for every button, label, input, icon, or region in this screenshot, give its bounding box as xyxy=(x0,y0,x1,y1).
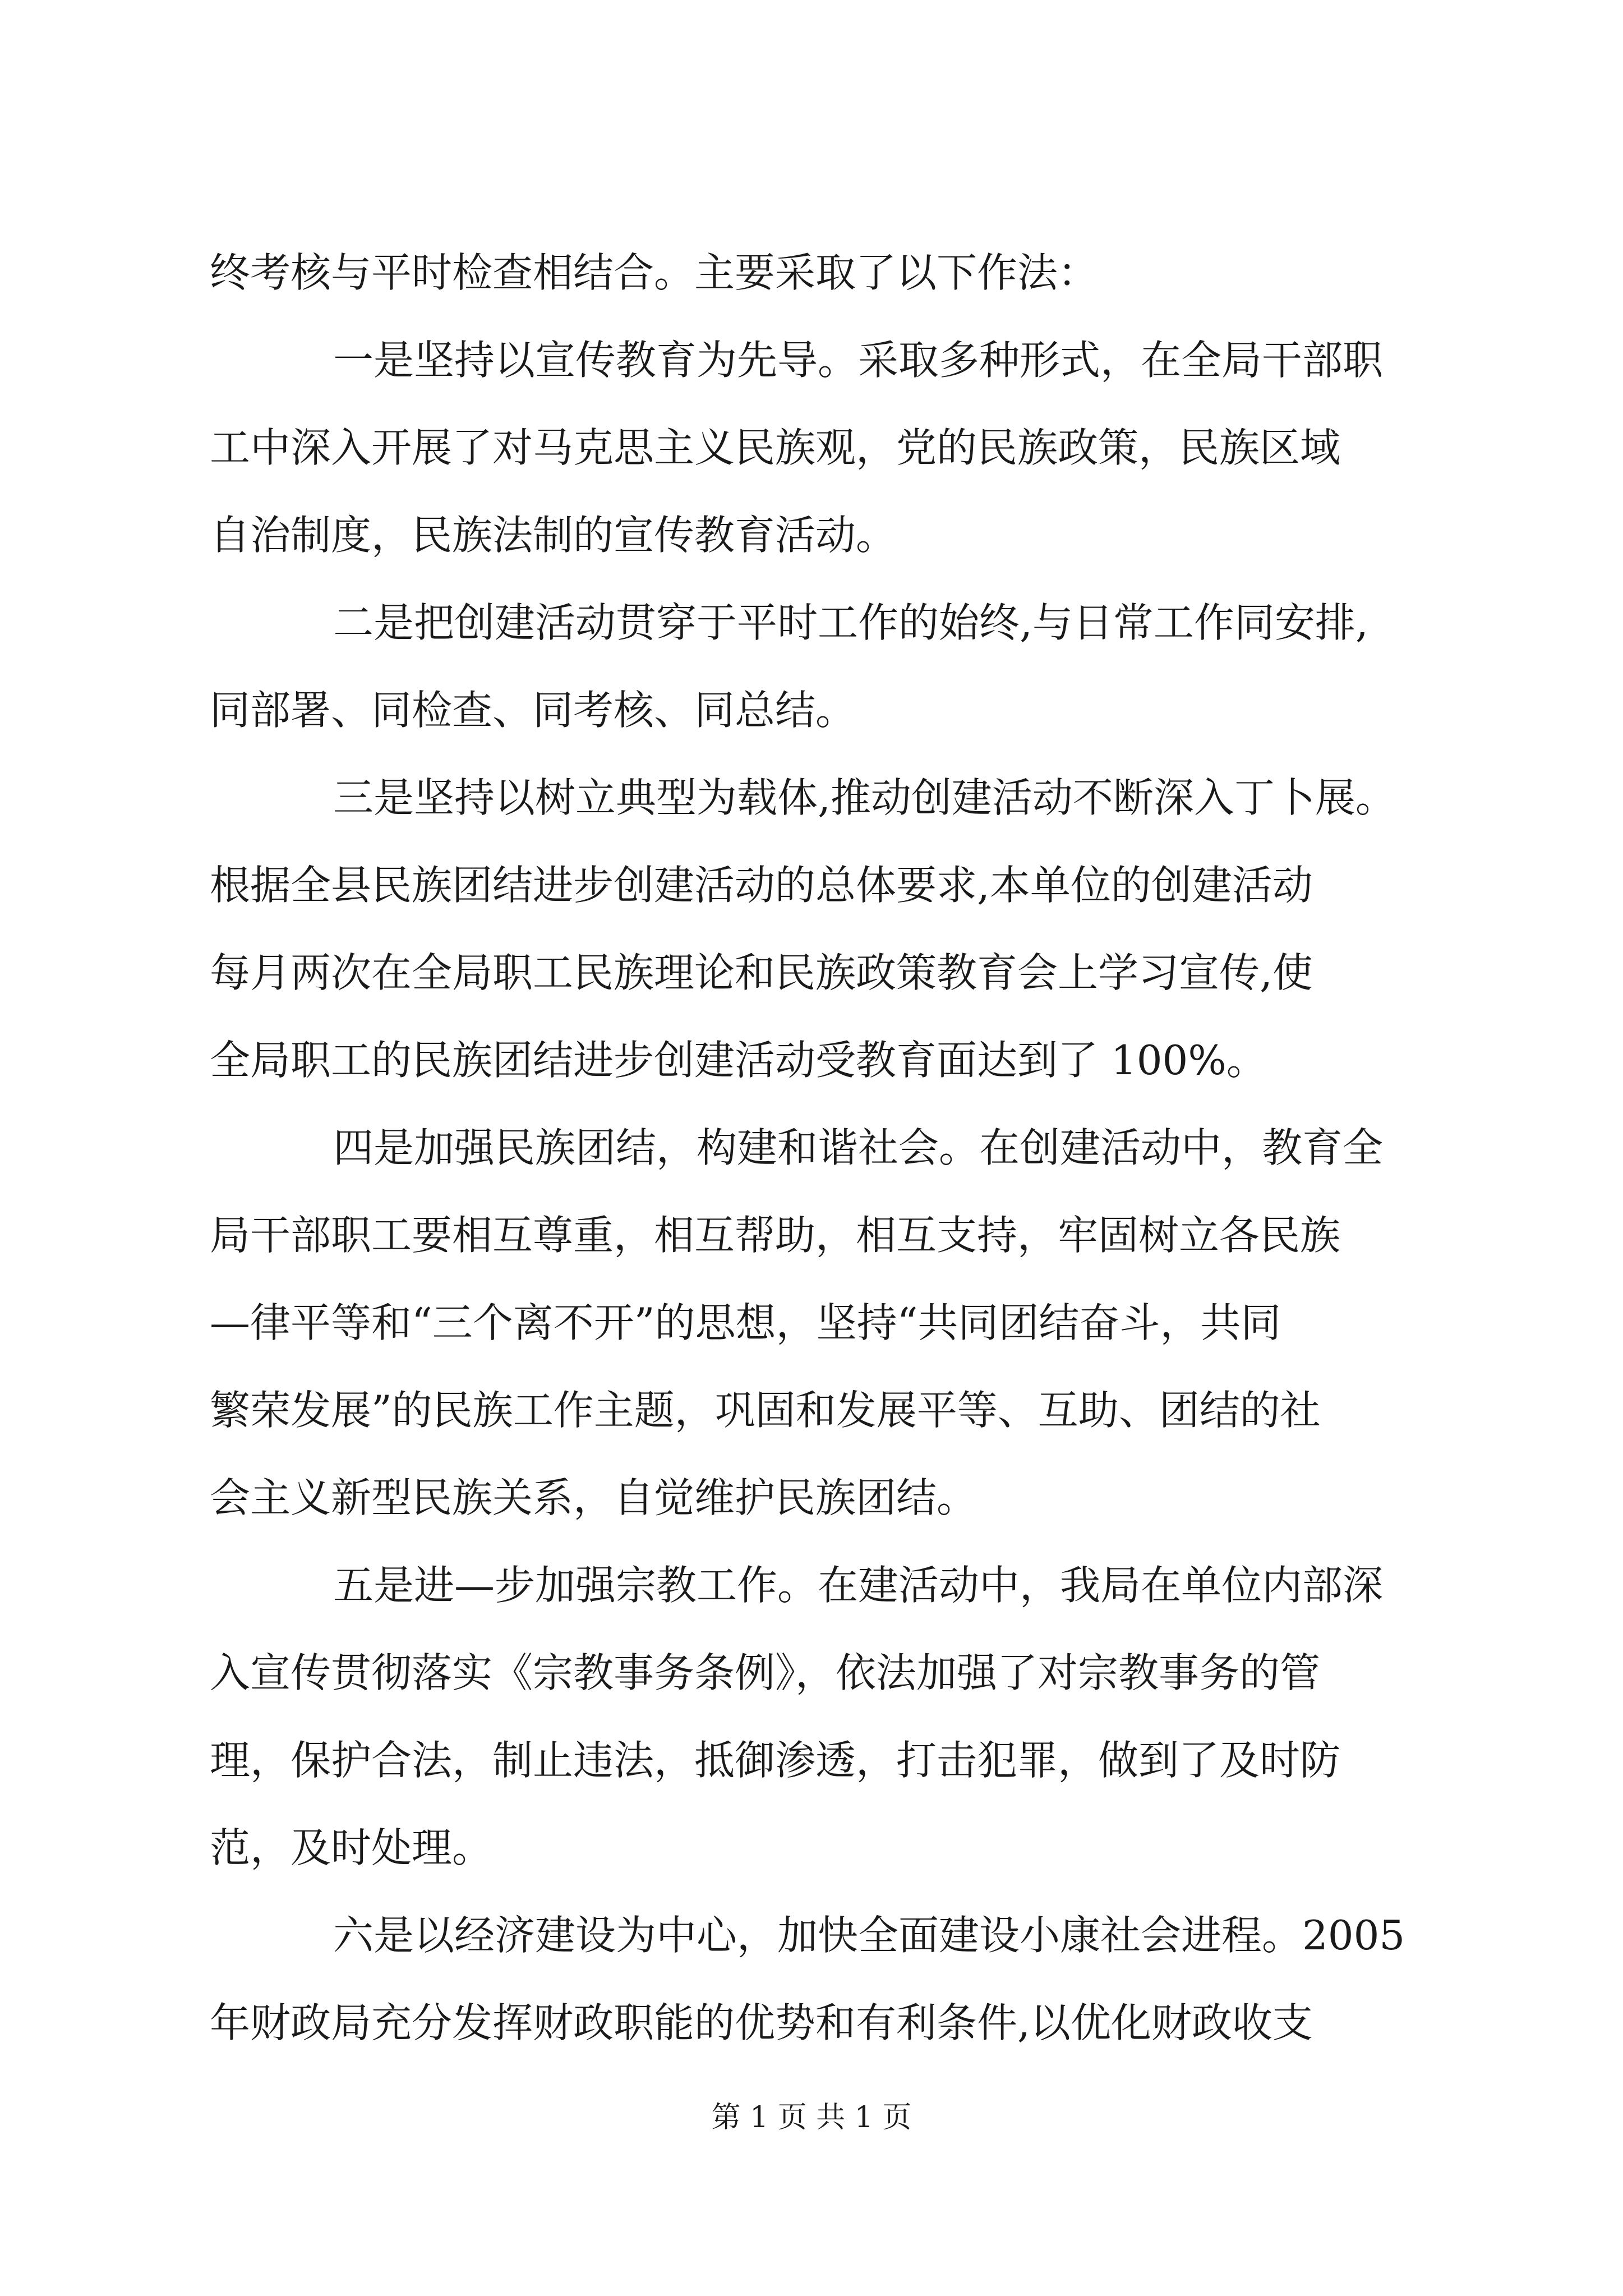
paragraph-start-line: 四是加强民族团结，构建和谐社会。在创建活动中，教育全 xyxy=(333,1124,1384,1171)
paragraph-start-line: 六是以经济建设为中心，加快全面建设小康社会进程。2005 xyxy=(333,1912,1405,1959)
text-line: —律平等和“三个离不开”的思想，坚持“共同团结奋斗，共同 xyxy=(210,1299,1281,1346)
text-line: 年财政局充分发挥财政职能的优势和有利条件,以优化财政收支 xyxy=(210,1999,1313,2046)
text-line: 全局职工的民族团结进步创建活动受教育面达到了 100%。 xyxy=(210,1037,1267,1084)
paragraph-start-line: 五是进—步加强宗教工作。在建活动中，我局在单位内部深 xyxy=(333,1562,1384,1609)
document-body xyxy=(210,229,1432,2067)
text-line: 理，保护合法，制止违法，抵御渗透，打击犯罪，做到了及时防 xyxy=(210,1737,1341,1784)
text-line: 每月两次在全局职工民族理论和民族政策教育会上学习宣传,使 xyxy=(210,949,1313,996)
text-line: 局干部职工要相互尊重，相互帮助，相互支持，牢固树立各民族 xyxy=(210,1212,1341,1259)
text-line: 根据全县民族团结进步创建活动的总体要求,本单位的创建活动 xyxy=(210,862,1313,909)
text-line: 自治制度，民族法制的宣传教育活动。 xyxy=(210,512,897,559)
paragraph-start-line: 三是坚持以树立典型为载体,推动创建活动不断深入丁卜展。 xyxy=(333,774,1396,821)
paragraph-start-line: 一是坚持以宣传教育为先导。采取多种形式，在全局干部职 xyxy=(333,337,1384,384)
text-line: 工中深入开展了对马克思主义民族观，党的民族政策，民族区域 xyxy=(210,424,1341,471)
paragraph-start-line: 二是把创建活动贯穿于平时工作的始终,与日常工作同安排, xyxy=(333,599,1368,646)
text-line: 会主义新型民族关系，自觉维护民族团结。 xyxy=(210,1474,978,1521)
text-line: 范，及时处理。 xyxy=(210,1824,493,1871)
text-line: 繁荣发展”的民族工作主题，巩固和发展平等、互助、团结的社 xyxy=(210,1387,1321,1434)
text-line: 入宣传贯彻落实《宗教事务条例》，依法加强了对宗教事务的管 xyxy=(210,1649,1321,1696)
text-line: 终考核与平时检查相结合。主要采取了以下作法： xyxy=(210,249,1099,296)
text-line: 同部署、同检查、同考核、同总结。 xyxy=(210,687,856,734)
page-number-footer: 第 1 页 共 1 页 xyxy=(711,2101,912,2134)
